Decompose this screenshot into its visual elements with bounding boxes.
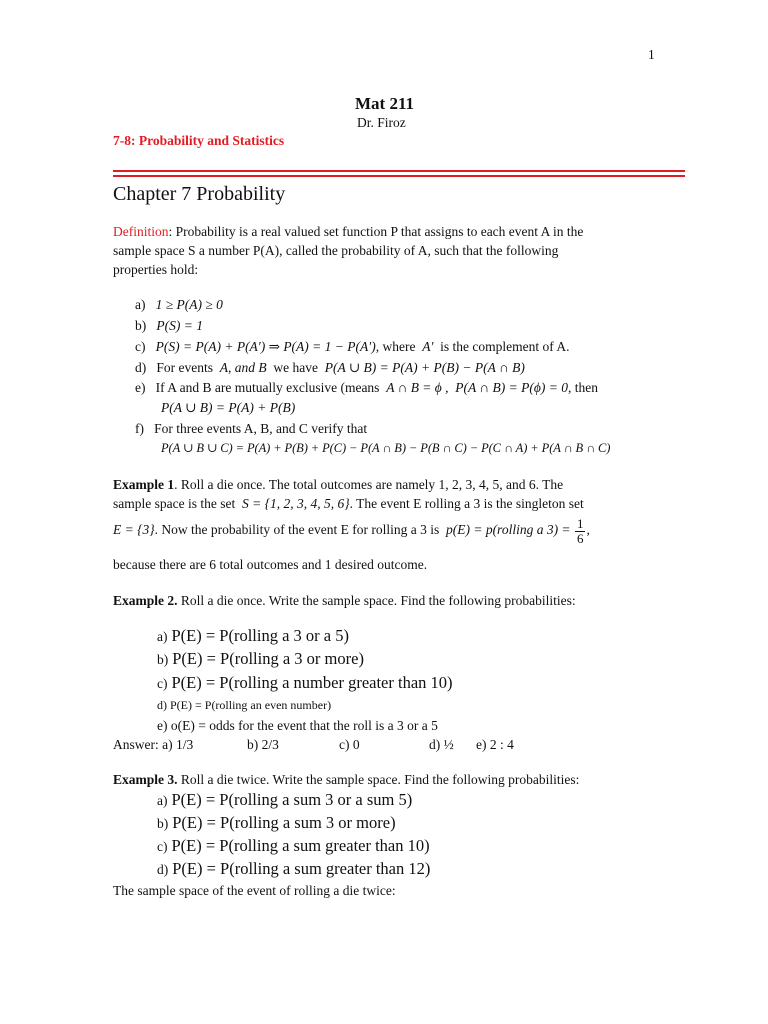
example2-item-d (157, 698, 331, 713)
example2-item-d-label: d) (157, 698, 167, 712)
property-e-result (161, 400, 295, 416)
definition-line-3: properties hold: (113, 262, 199, 277)
property-d-text-2: we have (273, 360, 318, 375)
example1-text-3: . The event E rolling a 3 is the singleton set (349, 496, 584, 511)
example2-item-a-formula: P(E) = P(rolling a 3 or a 5) (171, 626, 349, 645)
example2-item-a (157, 626, 349, 646)
example2-text: Roll a die once. Write the sample space. Find the following probabilities: (177, 593, 576, 608)
property-d-text: For events (156, 360, 213, 375)
example3-item-c-label: c) (157, 839, 168, 854)
example3-item-c-formula: P(E) = P(rolling a sum greater than 10) (171, 836, 430, 855)
example1-comma: , (586, 522, 590, 538)
example3-item-d-label: d) (157, 862, 169, 877)
example3-text: Roll a die twice. Write the sample space. Find the following probabilities: (177, 772, 580, 787)
example2-label: Example 2. (113, 593, 178, 608)
example2-item-d-formula: P(E) = P(rolling an even number) (170, 698, 332, 712)
example1-line-3 (113, 517, 590, 545)
property-b-formula: P(S) = 1 (156, 318, 203, 333)
page-number: 1 (648, 47, 655, 62)
example2-item-a-label: a) (157, 629, 168, 644)
property-d-label: d) (135, 360, 147, 375)
example1-sample-space: S = {1, 2, 3, 4, 5, 6} (241, 496, 350, 511)
answer-label: Answer: (113, 737, 159, 752)
example1-line-1 (113, 477, 563, 493)
property-b (135, 318, 203, 334)
property-d-formula: P(A ∪ B) = P(A) + P(B) − P(A ∩ B) (324, 360, 525, 375)
answer-b: b) 2/3 (247, 737, 279, 752)
property-e-label: e) (135, 380, 146, 395)
property-f (135, 421, 367, 437)
example2-heading (113, 593, 576, 609)
instructor-name: Dr. Firoz (357, 115, 406, 130)
definition-line-1 (113, 224, 583, 240)
example1-text-2: sample space is the set (113, 496, 236, 511)
answer-e: e) 2 : 4 (476, 737, 514, 752)
example3-item-d (157, 859, 430, 879)
section-heading: 7-8: Probability and Statistics (113, 133, 285, 148)
property-d-events: A, and B (219, 360, 267, 375)
property-f-text: For three events A, B, and C verify that (154, 421, 368, 436)
answer-d: d) ½ (429, 737, 454, 752)
example2-answers (113, 737, 533, 753)
property-e-formula-1: A ∩ B = ϕ , (386, 380, 449, 395)
example2-item-c-label: c) (157, 676, 168, 691)
example2-item-e: e) o(E) = odds for the event that the roll is a 3 or a 5 (157, 718, 438, 733)
definition-text-1: : Probability is a real valued set function P that assigns to each event A in the (168, 224, 584, 239)
property-a (135, 297, 223, 313)
property-b-label: b) (135, 318, 147, 333)
property-e-formula-2: P(A ∩ B) = P(ϕ) = 0 (455, 380, 568, 395)
property-c-where: , where (375, 339, 416, 354)
example3-item-a-formula: P(E) = P(rolling a sum 3 or a sum 5) (171, 790, 413, 809)
example1-text-4: . Now the probability of the event E for rolling a 3 is (154, 522, 440, 538)
example2-item-c (157, 673, 453, 693)
property-c-text: is the complement of A. (440, 339, 570, 354)
example1-line-4: because there are 6 total outcomes and 1 desired outcome. (113, 557, 428, 572)
example2-item-b-label: b) (157, 652, 169, 667)
example3-item-a-label: a) (157, 793, 168, 808)
example3-item-b-formula: P(E) = P(rolling a sum 3 or more) (172, 813, 396, 832)
example3-label: Example 3. (113, 772, 178, 787)
property-d (135, 360, 525, 376)
property-e-text: If A and B are mutually exclusive (means (155, 380, 380, 395)
example3-item-b-label: b) (157, 816, 169, 831)
example2-item-c-formula: P(E) = P(rolling a number greater than 10) (171, 673, 453, 692)
divider-bottom (113, 175, 685, 177)
property-c-complement: A′ (422, 339, 434, 354)
example3-item-c (157, 836, 430, 856)
property-f-label: f) (135, 421, 144, 436)
definition-line-2: sample space S a number P(A), called the probability of A, such that the following (113, 243, 559, 258)
fraction-numerator: 1 (576, 516, 584, 531)
property-f-formula: P(A ∪ B ∪ C) = P(A) + P(B) + P(C) − P(A ∩ B) − P(B ∩ C) − P(C ∩ A) + P(A ∩ B ∩ C) (161, 441, 611, 455)
course-title: Mat 211 (355, 94, 415, 113)
example3-item-a (157, 790, 412, 810)
example3-item-b (157, 813, 396, 833)
definition-label: Definition (113, 224, 169, 239)
property-e-then: , then (567, 380, 598, 395)
property-f-formula-line (161, 440, 610, 456)
example3-heading (113, 772, 579, 788)
example1-fraction (575, 517, 586, 545)
property-c-formula: P(S) = P(A) + P(A′) ⇒ P(A) = 1 − P(A′) (155, 339, 376, 354)
property-e (135, 380, 598, 396)
example1-label: Example 1 (113, 477, 175, 492)
property-c-label: c) (135, 339, 146, 354)
answer-a: a) 1/3 (162, 737, 194, 752)
example1-probability: p(E) = p(rolling a 3) = (445, 522, 571, 538)
example2-item-b-formula: P(E) = P(rolling a 3 or more) (172, 649, 364, 668)
example3-item-d-formula: P(E) = P(rolling a sum greater than 12) (172, 859, 431, 878)
property-c (135, 339, 570, 355)
chapter-title: Chapter 7 Probability (113, 183, 286, 205)
divider-top (113, 170, 685, 172)
example2-item-b (157, 649, 364, 669)
property-e-formula-3: P(A ∪ B) = P(A) + P(B) (161, 400, 296, 415)
example1-event: E = {3} (113, 522, 155, 538)
example3-closing: The sample space of the event of rolling a die twice: (113, 883, 396, 898)
fraction-denominator: 6 (576, 530, 584, 546)
example1-line-2 (113, 496, 584, 512)
property-a-formula: 1 ≥ P(A) ≥ 0 (155, 297, 223, 312)
property-a-label: a) (135, 297, 146, 312)
answer-c: c) 0 (339, 737, 360, 752)
example1-text-1: . Roll a die once. The total outcomes are namely 1, 2, 3, 4, 5, and 6. The (174, 477, 564, 492)
